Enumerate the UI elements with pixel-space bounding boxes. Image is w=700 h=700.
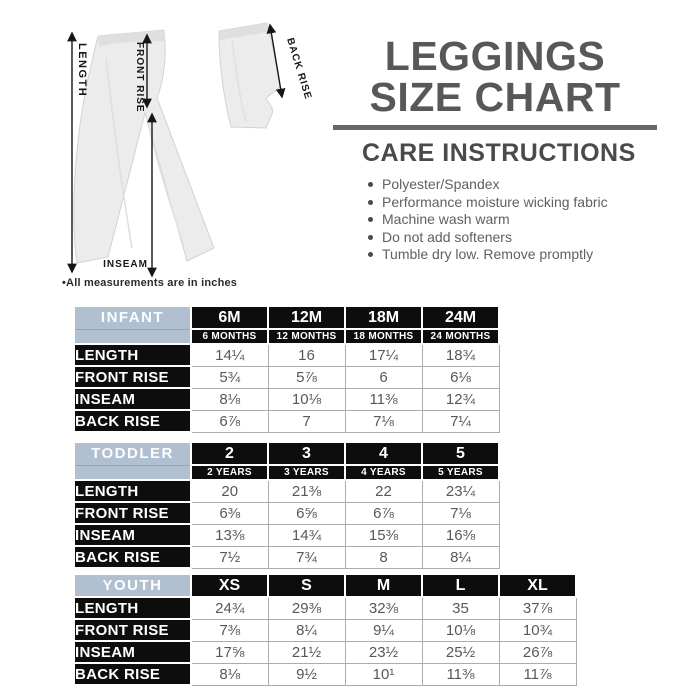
measurement-value: 16 — [268, 344, 345, 366]
table-header-row — [74, 442, 499, 465]
measurement-value: 8 — [345, 546, 422, 568]
column-subheader: 2 YEARS — [191, 465, 268, 480]
measurement-value: 6⅛ — [422, 366, 499, 388]
row-label: BACK RISE — [74, 663, 191, 685]
measurement-value: 10⅛ — [268, 388, 345, 410]
care-instructions-heading: CARE INSTRUCTIONS — [362, 139, 636, 167]
table-row — [74, 524, 499, 546]
measurement-value: 5¾ — [191, 366, 268, 388]
measurement-value: 8¼ — [422, 546, 499, 568]
row-label: LENGTH — [74, 480, 191, 502]
row-label: INSEAM — [74, 641, 191, 663]
measurement-value: 7¼ — [422, 410, 499, 432]
measurement-value: 22 — [345, 480, 422, 502]
measurement-value: 18¾ — [422, 344, 499, 366]
measurement-value: 10⅛ — [422, 619, 499, 641]
bullet-icon — [368, 182, 373, 187]
column-header: 5 — [422, 442, 499, 465]
measurement-value: 29⅜ — [268, 597, 345, 619]
column-header: L — [422, 574, 499, 597]
table-subheader-row — [74, 329, 499, 344]
care-instructions-list — [368, 178, 673, 262]
table-row — [74, 388, 499, 410]
column-header: 3 — [268, 442, 345, 465]
care-item-text: Do not add softeners — [382, 228, 512, 245]
table-header-row — [74, 306, 499, 329]
toddler-size-table — [73, 441, 500, 569]
table-row — [74, 480, 499, 502]
measurement-value: 21⅜ — [268, 480, 345, 502]
infant-table-title: INFANT — [74, 306, 191, 329]
measurement-value: 12¾ — [422, 388, 499, 410]
table-row — [74, 546, 499, 568]
measurement-value: 11⅜ — [345, 388, 422, 410]
measurement-value: 7⅛ — [345, 410, 422, 432]
category-spacer — [74, 329, 191, 344]
measurement-value: 32⅜ — [345, 597, 422, 619]
row-label: INSEAM — [74, 388, 191, 410]
column-subheader: 5 YEARS — [422, 465, 499, 480]
front-rise-label: FRONT RISE — [134, 42, 145, 113]
measurement-value: 7½ — [191, 546, 268, 568]
bullet-icon — [368, 200, 373, 205]
title-divider — [333, 125, 657, 130]
measurement-value: 37⅞ — [499, 597, 576, 619]
row-label: LENGTH — [74, 344, 191, 366]
measurement-value: 23¼ — [422, 480, 499, 502]
measurement-value: 6⅜ — [191, 502, 268, 524]
table-row — [74, 366, 499, 388]
table-row — [74, 663, 576, 685]
measurements-note: •All measurements are in inches — [62, 277, 238, 289]
bullet-icon — [368, 217, 373, 222]
care-item — [368, 228, 673, 245]
table-row — [74, 502, 499, 524]
youth-table-title: YOUTH — [74, 574, 191, 597]
column-header: 18M — [345, 306, 422, 329]
measurement-value: 9¼ — [345, 619, 422, 641]
care-item — [368, 193, 673, 210]
column-header: XL — [499, 574, 576, 597]
row-label: BACK RISE — [74, 546, 191, 568]
care-item — [368, 178, 673, 192]
column-subheader: 18 MONTHS — [345, 329, 422, 344]
measurement-value: 8¼ — [268, 619, 345, 641]
measurement-value: 10¹ — [345, 663, 422, 685]
measurement-value: 15⅜ — [345, 524, 422, 546]
measurement-value: 35 — [422, 597, 499, 619]
row-label: FRONT RISE — [74, 366, 191, 388]
category-spacer — [74, 465, 191, 480]
care-item — [368, 213, 673, 227]
table-subheader-row — [74, 465, 499, 480]
column-header: 12M — [268, 306, 345, 329]
length-label: LENGTH — [76, 43, 88, 98]
measurement-value: 16⅜ — [422, 524, 499, 546]
care-instructions-section — [333, 139, 673, 266]
measurement-value: 17⅝ — [191, 641, 268, 663]
measurement-value: 6⅞ — [345, 502, 422, 524]
care-item-text: Performance moisture wicking fabric — [382, 193, 608, 210]
youth-size-table — [73, 573, 577, 686]
bullet-icon — [368, 235, 373, 240]
column-header: 24M — [422, 306, 499, 329]
measurement-value: 20 — [191, 480, 268, 502]
measurement-value: 25½ — [422, 641, 499, 663]
column-header: XS — [191, 574, 268, 597]
table-row — [74, 641, 576, 663]
table-row — [74, 410, 499, 432]
measurement-value: 14¾ — [268, 524, 345, 546]
row-label: BACK RISE — [74, 410, 191, 432]
measurement-value: 23½ — [345, 641, 422, 663]
measurement-value: 8⅛ — [191, 663, 268, 685]
toddler-table-title: TODDLER — [74, 442, 191, 465]
care-item-text: Machine wash warm — [382, 211, 510, 227]
column-header: 2 — [191, 442, 268, 465]
care-item-text: Tumble dry low. Remove promptly — [382, 246, 594, 262]
measurement-value: 13⅜ — [191, 524, 268, 546]
measurement-value: 21½ — [268, 641, 345, 663]
column-header: 4 — [345, 442, 422, 465]
measurement-value: 7⅜ — [191, 619, 268, 641]
bullet-icon — [368, 252, 373, 257]
leggings-folded-illustration — [219, 23, 280, 128]
row-label: LENGTH — [74, 597, 191, 619]
measurement-value: 7¾ — [268, 546, 345, 568]
column-header: M — [345, 574, 422, 597]
column-subheader: 12 MONTHS — [268, 329, 345, 344]
measurement-value: 7 — [268, 410, 345, 432]
care-item-text: Polyester/Spandex — [382, 176, 500, 192]
back-rise-label: BACK RISE — [284, 36, 314, 102]
measurement-value: 26⅞ — [499, 641, 576, 663]
measurement-value: 10¾ — [499, 619, 576, 641]
column-header: S — [268, 574, 345, 597]
table-row — [74, 619, 576, 641]
title-line-2: SIZE CHART — [369, 74, 621, 120]
measurement-value: 6⅝ — [268, 502, 345, 524]
measurement-illustration — [40, 10, 330, 300]
title-line-1: LEGGINGS — [384, 33, 606, 79]
column-subheader: 6 MONTHS — [191, 329, 268, 344]
column-subheader: 3 YEARS — [268, 465, 345, 480]
inseam-label: INSEAM — [103, 259, 148, 270]
measurement-value: 8⅛ — [191, 388, 268, 410]
measurement-value: 9½ — [268, 663, 345, 685]
measurement-value: 6 — [345, 366, 422, 388]
column-subheader: 24 MONTHS — [422, 329, 499, 344]
measurement-value: 11⅜ — [422, 663, 499, 685]
measurement-value: 5⅞ — [268, 366, 345, 388]
table-header-row — [74, 574, 576, 597]
measurement-value: 24¾ — [191, 597, 268, 619]
row-label: INSEAM — [74, 524, 191, 546]
leggings-measurement-diagram — [40, 10, 330, 300]
column-header: 6M — [191, 306, 268, 329]
measurement-value: 14¼ — [191, 344, 268, 366]
measurement-value: 7⅛ — [422, 502, 499, 524]
table-row — [74, 344, 499, 366]
table-row — [74, 597, 576, 619]
infant-size-table — [73, 305, 500, 433]
measurement-value: 11⅞ — [499, 663, 576, 685]
row-label: FRONT RISE — [74, 619, 191, 641]
row-label: FRONT RISE — [74, 502, 191, 524]
measurement-value: 6⅞ — [191, 410, 268, 432]
column-subheader: 4 YEARS — [345, 465, 422, 480]
measurement-value: 17¼ — [345, 344, 422, 366]
care-item — [368, 248, 673, 262]
page-title — [333, 33, 657, 130]
